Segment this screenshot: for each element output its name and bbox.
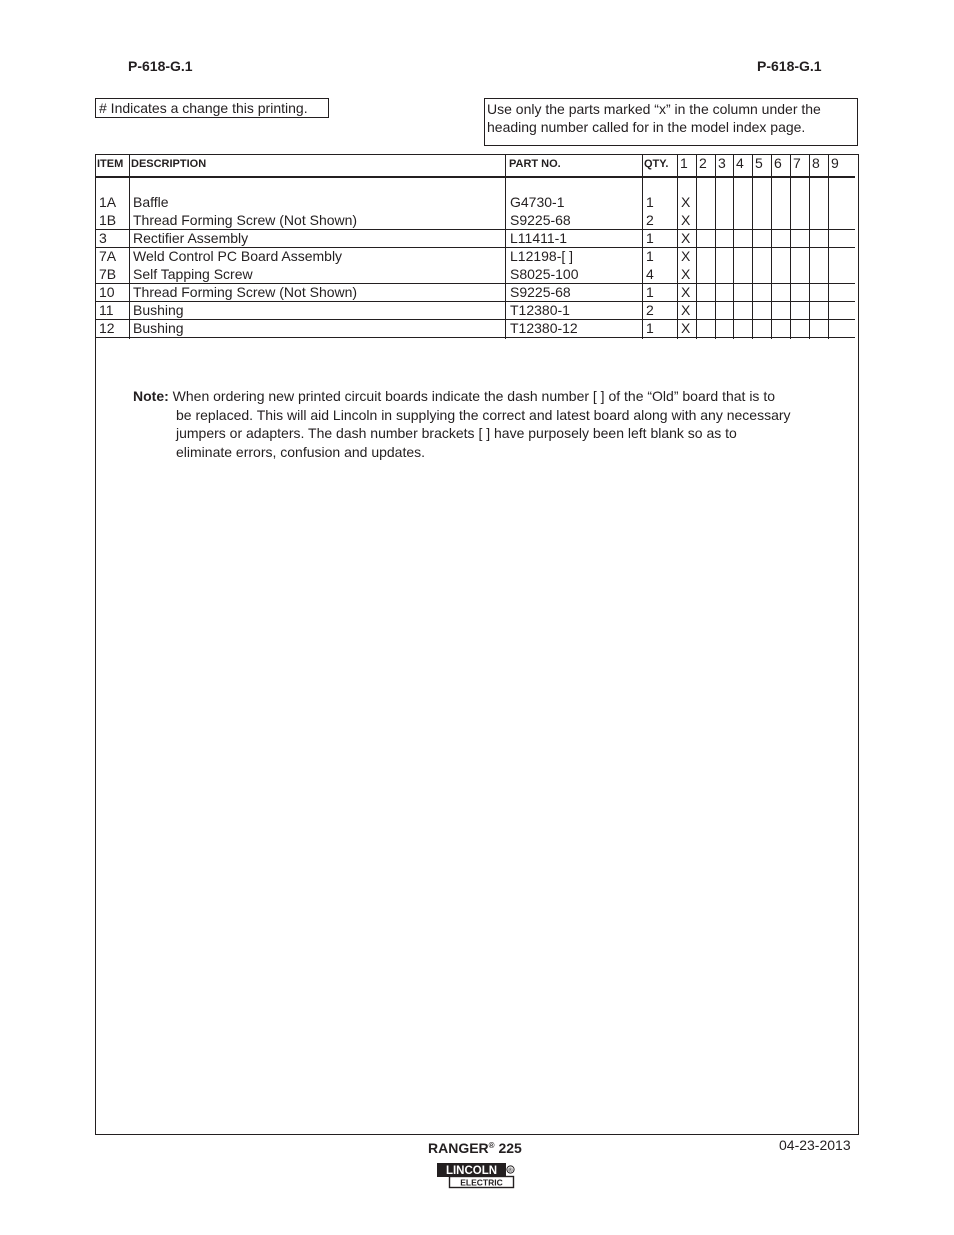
header-item: ITEM [97, 158, 124, 170]
row-qty: 1 [646, 320, 654, 336]
row-divider [96, 229, 855, 230]
row-model-1-mark: X [681, 320, 691, 336]
change-notice: # Indicates a change this printing. [95, 98, 329, 118]
row-description: Thread Forming Screw (Not Shown) [133, 212, 358, 228]
row-part-no: T12380-12 [510, 320, 578, 336]
row-divider [96, 337, 855, 338]
row-model-1-mark: X [681, 248, 691, 264]
parts-table [96, 155, 855, 339]
header-model-5: 5 [755, 155, 763, 171]
header-qty: QTY. [644, 158, 669, 170]
model-number: 225 [498, 1140, 522, 1156]
row-part-no: G4730-1 [510, 194, 565, 210]
lincoln-electric-logo [437, 1163, 515, 1189]
row-description: Bushing [133, 320, 184, 336]
footer-model [428, 1140, 522, 1156]
row-description: Weld Control PC Board Assembly [133, 248, 343, 264]
header-model-9: 9 [831, 155, 839, 171]
row-description: Rectifier Assembly [133, 230, 249, 246]
header-part-no: PART NO. [509, 158, 561, 170]
row-part-no: S8025-100 [510, 266, 579, 282]
row-item: 11 [99, 302, 114, 318]
row-part-no: T12380-1 [510, 302, 570, 318]
header-model-6: 6 [774, 155, 782, 171]
row-description: Baffle [133, 194, 169, 210]
header-model-2: 2 [699, 155, 707, 171]
row-item: 1B [99, 212, 117, 228]
row-part-no: L12198-[ ] [510, 248, 574, 264]
row-model-1-mark: X [681, 302, 691, 318]
row-qty: 2 [646, 212, 654, 228]
row-item: 7B [99, 266, 117, 282]
row-part-no: S9225-68 [510, 212, 571, 228]
row-divider [96, 319, 855, 320]
row-model-1-mark: X [681, 194, 691, 210]
svg-text:®: ® [508, 1168, 513, 1174]
note-label: Note: [133, 388, 169, 404]
header-model-1: 1 [680, 155, 688, 171]
row-qty: 1 [646, 248, 654, 264]
row-item: 10 [99, 284, 115, 300]
row-model-1-mark: X [681, 212, 691, 228]
registered-mark: ® [488, 1141, 495, 1150]
row-item: 1A [99, 194, 117, 210]
row-divider [96, 283, 855, 284]
model-name: RANGER [428, 1140, 489, 1156]
row-qty: 1 [646, 284, 654, 300]
row-divider [96, 301, 855, 302]
header-model-4: 4 [736, 155, 744, 171]
row-part-no: S9225-68 [510, 284, 571, 300]
note [133, 387, 793, 461]
row-item: 3 [99, 230, 107, 246]
row-item: 12 [99, 320, 115, 336]
header-description: DESCRIPTION [131, 158, 207, 170]
row-qty: 4 [646, 266, 654, 282]
row-qty: 1 [646, 230, 654, 246]
footer-date: 04-23-2013 [779, 1137, 851, 1153]
row-model-1-mark: X [681, 266, 691, 282]
row-description: Self Tapping Screw [133, 266, 253, 282]
row-qty: 1 [646, 194, 654, 210]
svg-text:ELECTRIC: ELECTRIC [460, 1177, 503, 1188]
page-code-left: P-618-G.1 [128, 58, 193, 74]
row-model-1-mark: X [681, 230, 691, 246]
row-item: 7A [99, 248, 117, 264]
model-usage-notice: Use only the parts marked “x” in the column under the heading number called for in the model index page. [484, 98, 858, 146]
row-part-no: L11411-1 [510, 230, 568, 246]
row-divider [96, 247, 855, 248]
note-text: When ordering new printed circuit boards indicate the dash number [ ] of the “Old” board that is to be replaced. This will aid Lincoln in supplying the correct and latest board along with any necessary jumpers or adapters. The dash number brackets [ ] have purposely been left blank so as to eliminate errors, confusion and updates. [172, 388, 791, 460]
header-divider [96, 176, 855, 178]
row-model-1-mark: X [681, 284, 691, 300]
row-description: Bushing [133, 302, 184, 318]
header-model-3: 3 [718, 155, 726, 171]
page-code-right: P-618-G.1 [757, 58, 822, 74]
row-qty: 2 [646, 302, 654, 318]
header-model-8: 8 [812, 155, 820, 171]
svg-text:LINCOLN: LINCOLN [445, 1165, 498, 1177]
header-model-7: 7 [793, 155, 801, 171]
row-description: Thread Forming Screw (Not Shown) [133, 284, 358, 300]
